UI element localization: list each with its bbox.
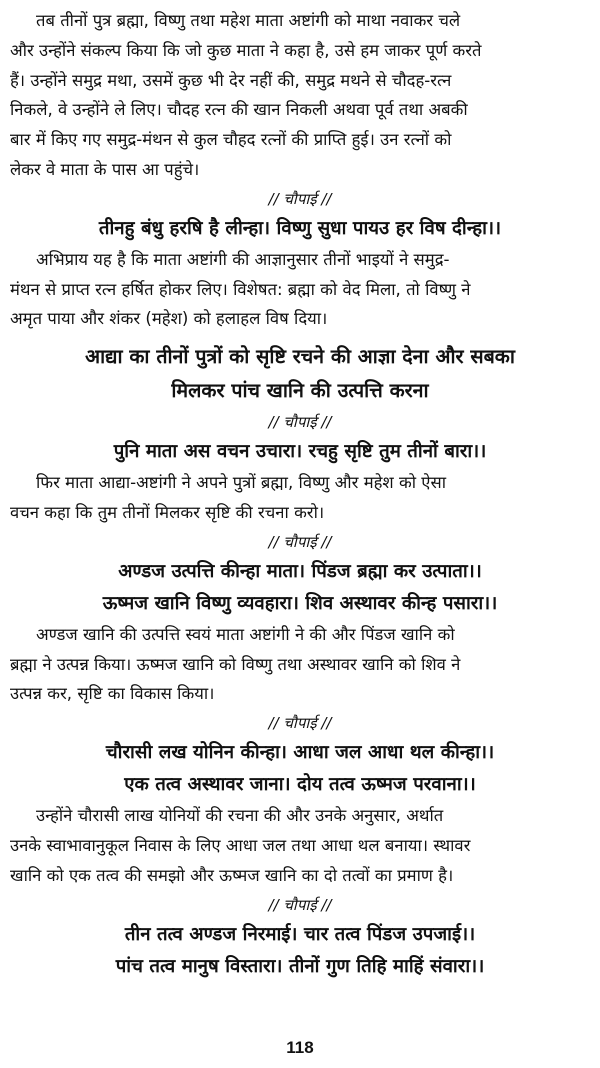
chaupai-label: // चौपाई //: [268, 532, 332, 551]
section-heading: मिलकर पांच खानि की उत्पत्ति करना: [171, 379, 429, 403]
text-line: निकले, वे उन्होंने ले लिए। चौदह रत्न की खान निकली अथवा पूर्व तथा अबकी: [10, 100, 468, 120]
verse-line: पुनि माता अस वचन उचारा। रचहु सृष्टि तुम तीनों बारा।।: [113, 441, 487, 463]
verse-line: पांच तत्व मानुष विस्तारा। तीनों गुण तिहि माहिं संवारा।।: [115, 955, 485, 977]
text-line: फिर माता आद्या-अष्टांगी ने अपने पुत्रों ब्रह्मा, विष्णु और महेश को ऐसा: [36, 473, 447, 493]
page-number: 118: [286, 1038, 314, 1057]
verse-line: तीन तत्व अण्डज निरमाई। चार तत्व पिंडज उपजाई।।: [124, 923, 476, 945]
text-line: अभिप्राय यह है कि माता अष्टांगी की आज्ञानुसार तीनों भाइयों ने समुद्र-: [36, 249, 450, 269]
chaupai-label: // चौपाई //: [268, 895, 332, 914]
verse-line: अण्डज उत्पत्ति कीन्हा माता। पिंडज ब्रह्मा कर उत्पाता।।: [118, 560, 482, 582]
text-line: अण्डज खानि की उत्पत्ति स्वयं माता अष्टांगी ने की और पिंडज खानि को: [36, 624, 455, 644]
text-line: बार में किए गए समुद्र-मंथन से कुल चौहद रत्नों की प्राप्ति हुई। उन रत्नों को: [10, 130, 452, 150]
paragraph-meaning: [10, 801, 590, 890]
text-line: और उन्होंने संकल्प किया कि जो कुछ माता ने कहा है, उसे हम जाकर पूर्ण करते: [10, 40, 482, 60]
text-line: मंथन से प्राप्त रत्न हर्षित होकर लिए। विशेषत: ब्रह्मा को वेद मिला, तो विष्णु ने: [10, 279, 471, 299]
text-line: उन्होंने चौरासी लाख योनियों की रचना की और उनके अनुसार, अर्थात: [36, 806, 444, 826]
text-line: लेकर वे माता के पास आ पहुंचे।: [10, 159, 200, 179]
verse-line: चौरासी लख योनिन कीन्हा। आधा जल आधा थल कीन्हा।।: [105, 742, 495, 764]
paragraph-meaning: [10, 245, 590, 334]
chaupai-label: // चौपाई //: [268, 189, 332, 208]
text-line: उत्पन्न कर, सृष्टि का विकास किया।: [10, 684, 215, 704]
text-line: ब्रह्मा ने उत्पन्न किया। ऊष्मज खानि को विष्णु तथा अस्थावर खानि को शिव ने: [10, 654, 461, 674]
paragraph-meaning: [10, 620, 590, 709]
verse-line: एक तत्व अस्थावर जाना। दोय तत्व ऊष्मज परवाना।।: [124, 774, 476, 796]
text-line: तब तीनों पुत्र ब्रह्मा, विष्णु तथा महेश माता अष्टांगी को माथा नवाकर चले: [36, 11, 461, 30]
text-line: उनके स्वाभावानुकूल निवास के लिए आधा जल तथा आधा थल बनाया। स्थावर: [10, 835, 471, 855]
chaupai-label: // चौपाई //: [268, 714, 332, 733]
text-line: खानि को एक तत्व की समझो और ऊष्मज खानि का दो तत्वों का प्रमाण है।: [10, 865, 454, 885]
text-line: हैं। उन्होंने समुद्र मथा, उसमें कुछ भी देर नहीं की, समुद्र मथने से चौदह-रत्न: [10, 70, 452, 90]
chaupai-label: // चौपाई //: [268, 413, 332, 432]
text-line: वचन कहा कि तुम तीनों मिलकर सृष्टि की रचना करो।: [10, 502, 325, 522]
paragraph-samudra-manthan: [10, 6, 590, 185]
section-heading: आद्या का तीनों पुत्रों को सृष्टि रचने की आज्ञा देना और सबका: [85, 345, 515, 369]
verse-line: तीनहु बंधु हरषि है लीन्हा। विष्णु सुधा पायउ हर विष दीन्हा।।: [98, 217, 502, 239]
verse-line: ऊष्मज खानि विष्णु व्यवहारा। शिव अस्थावर कीन्ह पसारा।।: [102, 592, 498, 614]
paragraph-meaning: [10, 468, 590, 528]
text-line: अमृत पाया और शंकर (महेश) को हलाहल विष दिया।: [10, 309, 328, 329]
